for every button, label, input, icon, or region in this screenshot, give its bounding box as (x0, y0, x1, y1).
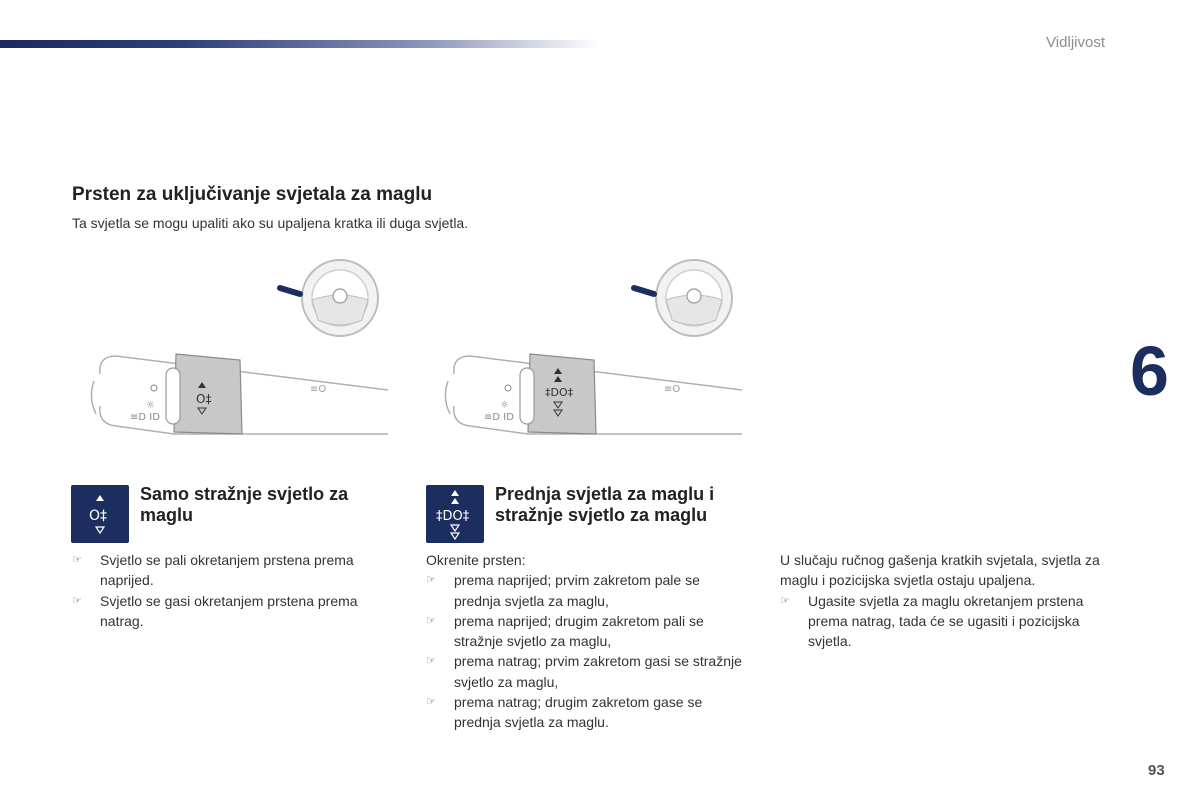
svg-text:☼: ☼ (500, 400, 509, 411)
stalk-illustration-front-rear-fog (442, 256, 754, 442)
steering-wheel-icon (280, 260, 378, 336)
front-rear-fog-bullet-list (426, 570, 746, 732)
list-item: ☞ Ugasite svjetla za maglu okretanjem prstena prema natrag, tada će se ugasiti i pozicijska svjetla. (780, 591, 1100, 652)
manual-off-bullet-list (780, 591, 1100, 652)
rear-fog-light-icon (71, 485, 129, 543)
svg-text:≡D ID: ≡D ID (130, 412, 160, 423)
svg-text:O‡: O‡ (89, 508, 108, 524)
list-item: ☞ prema naprijed; prvim zakretom pale se prednja svjetla za maglu, (426, 570, 746, 611)
svg-text:≡D ID: ≡D ID (484, 412, 514, 423)
list-item: ☞ Svjetlo se gasi okretanjem prstena prema natrag. (72, 591, 392, 632)
main-title: Prsten za uključivanje svjetala za maglu (72, 184, 433, 205)
stalk-illustration-rear-fog (88, 256, 400, 442)
front-rear-fog-column (426, 550, 746, 733)
svg-text:‡DO‡: ‡DO‡ (545, 386, 574, 399)
subsection-title-front-rear-fog: Prednja svjetla za maglu i stražnje svjetlo za maglu (495, 484, 715, 525)
column-intro: Okrenite prsten: (426, 552, 526, 568)
subsection-title-rear-fog: Samo stražnje svjetlo za maglu (140, 484, 349, 525)
svg-text:≡O: ≡O (664, 384, 681, 395)
manual-off-column (780, 550, 1100, 651)
list-item: ☞ Svjetlo se pali okretanjem prstena prema naprijed. (72, 550, 392, 591)
section-label: Vidljivost (1046, 34, 1105, 51)
svg-text:O‡: O‡ (196, 392, 212, 406)
page-number: 93 (1148, 762, 1165, 779)
front-rear-fog-light-icon (426, 485, 484, 543)
column-text: U slučaju ručnog gašenja kratkih svjetala, svjetla za maglu i pozicijska svjetla ostaju upaljena. (780, 552, 1100, 589)
header-gradient-bar (0, 40, 600, 48)
steering-wheel-icon (634, 260, 732, 336)
svg-text:≡O: ≡O (310, 384, 327, 395)
list-item: ☞ prema naprijed; drugim zakretom pali se stražnje svjetlo za maglu, (426, 611, 746, 652)
svg-text:☼: ☼ (146, 400, 155, 411)
svg-text:‡DO‡: ‡DO‡ (436, 509, 470, 524)
list-item: ☞ prema natrag; drugim zakretom gase se prednja svjetla za maglu. (426, 692, 746, 733)
chapter-number: 6 (1130, 332, 1169, 410)
list-item: ☞ prema natrag; prvim zakretom gasi se stražnje svjetlo za maglu, (426, 651, 746, 692)
intro-text: Ta svjetla se mogu upaliti ako su upaljena kratka ili duga svjetla. (72, 215, 469, 231)
rear-fog-bullet-list (72, 550, 392, 631)
